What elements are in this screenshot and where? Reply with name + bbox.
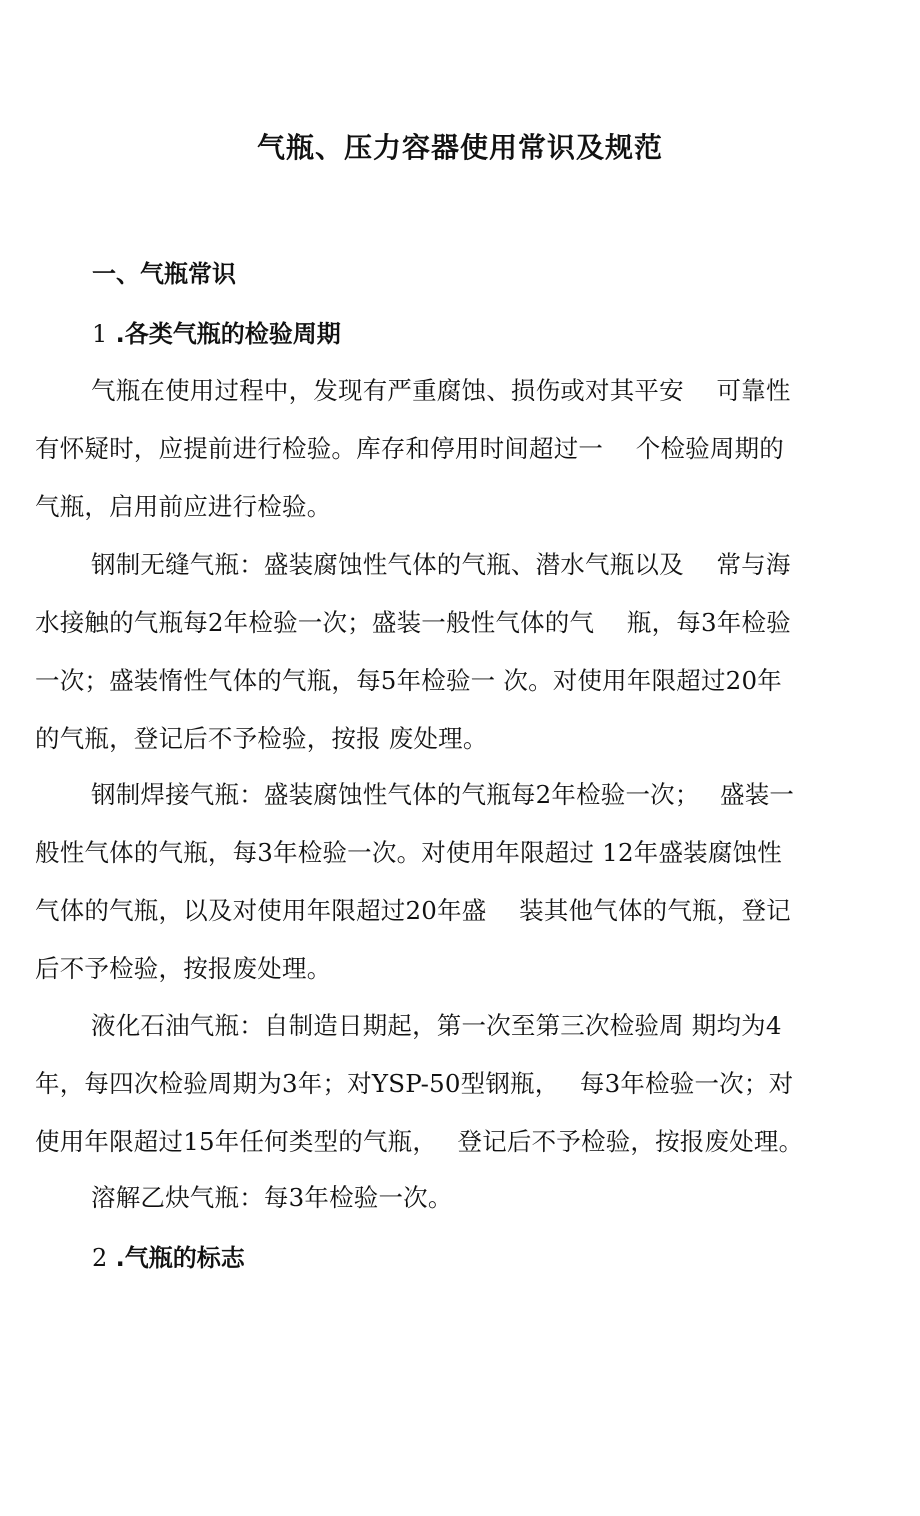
section-heading-1: 一、气瓶常识 — [92, 260, 236, 288]
paragraph-line: 气瓶，启用前应进行检验。 — [35, 492, 332, 521]
paragraph-welded-cylinder — [35, 766, 891, 998]
paragraph-lpg-cylinder — [35, 997, 891, 1171]
subsection-heading-2 — [92, 1238, 245, 1278]
subsection-number: 2 — [92, 1244, 108, 1272]
paragraph-line: 气体的气瓶，以及对使用年限超过20年盛 装其他气体的气瓶，登记 — [35, 896, 791, 925]
paragraph-line: 一次；盛装惰性气体的气瓶，每5年检验一 次。对使用年限超过20年 — [35, 666, 782, 695]
subsection-title: .各类气瓶的检验周期 — [115, 320, 341, 348]
paragraph-line: 的气瓶，登记后不予检验，按报 废处理。 — [35, 724, 488, 753]
paragraph-line: 般性气体的气瓶，每3年检验一次。对使用年限超过 12年盛装腐蚀性 — [35, 838, 782, 867]
paragraph-inspection-intro — [35, 362, 891, 536]
paragraph-line: 有怀疑时，应提前进行检验。库存和停用时间超过一 个检验周期的 — [35, 434, 784, 463]
subsection-number: 1 — [92, 320, 108, 348]
paragraph-line: 水接触的气瓶每2年检验一次；盛装一般性气体的气 瓶，每3年检验 — [35, 608, 791, 637]
paragraph-acetylene-cylinder — [35, 1169, 891, 1227]
document-title: 气瓶、压力容器使用常识及规范 — [256, 131, 663, 164]
subsection-heading-1 — [92, 314, 341, 354]
paragraph-line: 溶解乙炔气瓶：每3年检验一次。 — [91, 1183, 453, 1212]
subsection-title: .气瓶的标志 — [115, 1244, 245, 1272]
paragraph-line: 后不予检验，按报废处理。 — [35, 954, 332, 983]
paragraph-line: 钢制无缝气瓶：盛装腐蚀性气体的气瓶、潜水气瓶以及 常与海 — [91, 550, 791, 579]
paragraph-line: 气瓶在使用过程中，发现有严重腐蚀、损伤或对其平安 可靠性 — [91, 376, 791, 405]
paragraph-seamless-cylinder — [35, 536, 891, 768]
paragraph-line: 年，每四次检验周期为3年；对YSP-50型钢瓶， 每3年检验一次；对 — [35, 1069, 794, 1098]
paragraph-line: 使用年限超过15年任何类型的气瓶， 登记后不予检验，按报废处理。 — [35, 1127, 804, 1156]
paragraph-line: 液化石油气瓶：自制造日期起，第一次至第三次检验周 期均为4 — [91, 1011, 782, 1040]
paragraph-line: 钢制焊接气瓶：盛装腐蚀性气体的气瓶每2年检验一次； 盛装一 — [91, 780, 795, 809]
